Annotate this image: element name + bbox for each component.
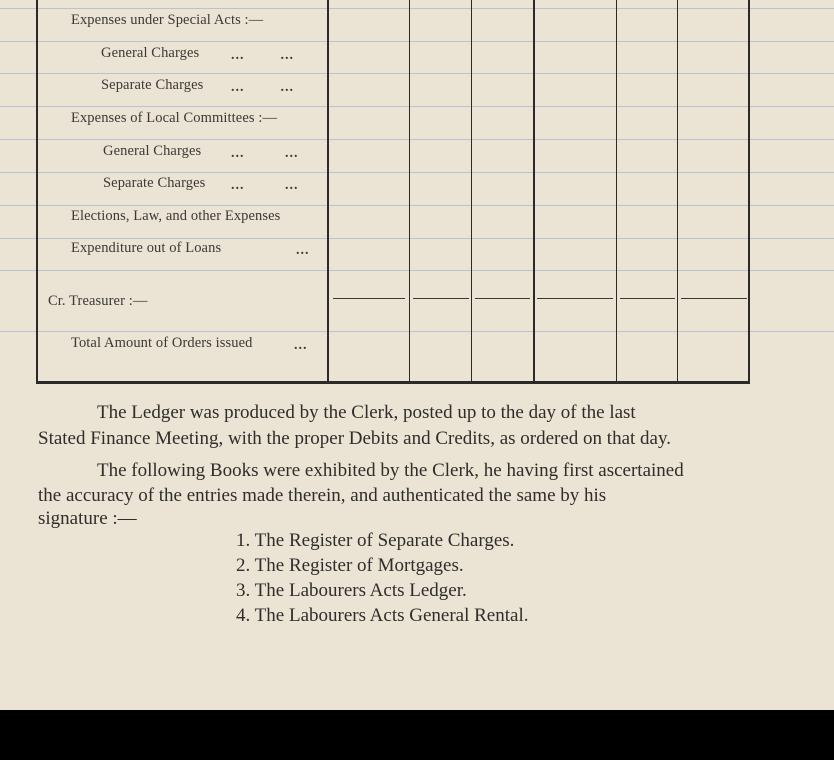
row-label-special-acts: Expenses under Special Acts :— <box>71 12 264 28</box>
total-rule <box>681 298 747 299</box>
paragraph-ledger-line2: Stated Finance Meeting, with the proper Debits and Credits, as ordered on that day. <box>38 428 671 449</box>
scan-border <box>0 710 834 760</box>
paragraph-books-line1: The following Books were exhibited by the Clerk, he having first ascertained <box>97 460 684 481</box>
leader-dots: ... <box>296 243 310 258</box>
row-label-total-orders: Total Amount of Orders issued <box>71 335 253 351</box>
row-label-loans: Expenditure out of Loans <box>71 240 222 256</box>
book-title: The Labourers Acts Ledger. <box>254 580 467 601</box>
list-number: 4. <box>236 605 251 626</box>
column-divider <box>471 0 472 384</box>
total-rule <box>475 298 530 299</box>
book-title: The Labourers Acts General Rental. <box>254 605 529 626</box>
book-list-item <box>236 530 514 552</box>
column-divider <box>677 0 678 384</box>
leader-dots: ... ... <box>231 178 299 193</box>
column-divider <box>616 0 617 384</box>
paragraph-books-line2: the accuracy of the entries made therein, and authenticated the same by his <box>38 485 607 506</box>
paragraph-books-line3: signature :— <box>38 508 137 529</box>
row-label-separate-charges: Separate Charges <box>101 77 204 93</box>
list-number: 1. <box>236 530 251 551</box>
column-divider <box>533 0 535 384</box>
leader-dots: ... <box>294 338 308 353</box>
ledger-table <box>36 0 750 384</box>
column-divider <box>327 0 329 384</box>
paragraph-ledger-line1: The Ledger was produced by the Clerk, posted up to the day of the last <box>97 402 636 423</box>
list-number: 3. <box>236 580 251 601</box>
row-label-local-committees: Expenses of Local Committees :— <box>71 110 278 126</box>
leader-dots: ... ... <box>231 80 294 95</box>
total-rule <box>413 298 469 299</box>
row-label-elections-law: Elections, Law, and other Expenses <box>71 208 281 224</box>
column-divider <box>409 0 410 384</box>
row-label-general-charges: General Charges <box>101 45 200 61</box>
book-list-item <box>236 580 467 602</box>
row-label-general-charges: General Charges <box>103 143 202 159</box>
total-rule <box>537 298 613 299</box>
total-rule <box>620 298 675 299</box>
row-label-separate-charges: Separate Charges <box>103 175 206 191</box>
row-label-cr-treasurer: Cr. Treasurer :— <box>48 293 148 309</box>
leader-dots: ... ... <box>231 48 294 63</box>
total-rule <box>333 298 405 299</box>
leader-dots: ... ... <box>231 146 299 161</box>
book-list-item <box>236 555 464 577</box>
book-list-item <box>236 605 528 627</box>
list-number: 2. <box>236 555 251 576</box>
book-title: The Register of Separate Charges. <box>254 530 515 551</box>
book-title: The Register of Mortgages. <box>254 555 464 576</box>
